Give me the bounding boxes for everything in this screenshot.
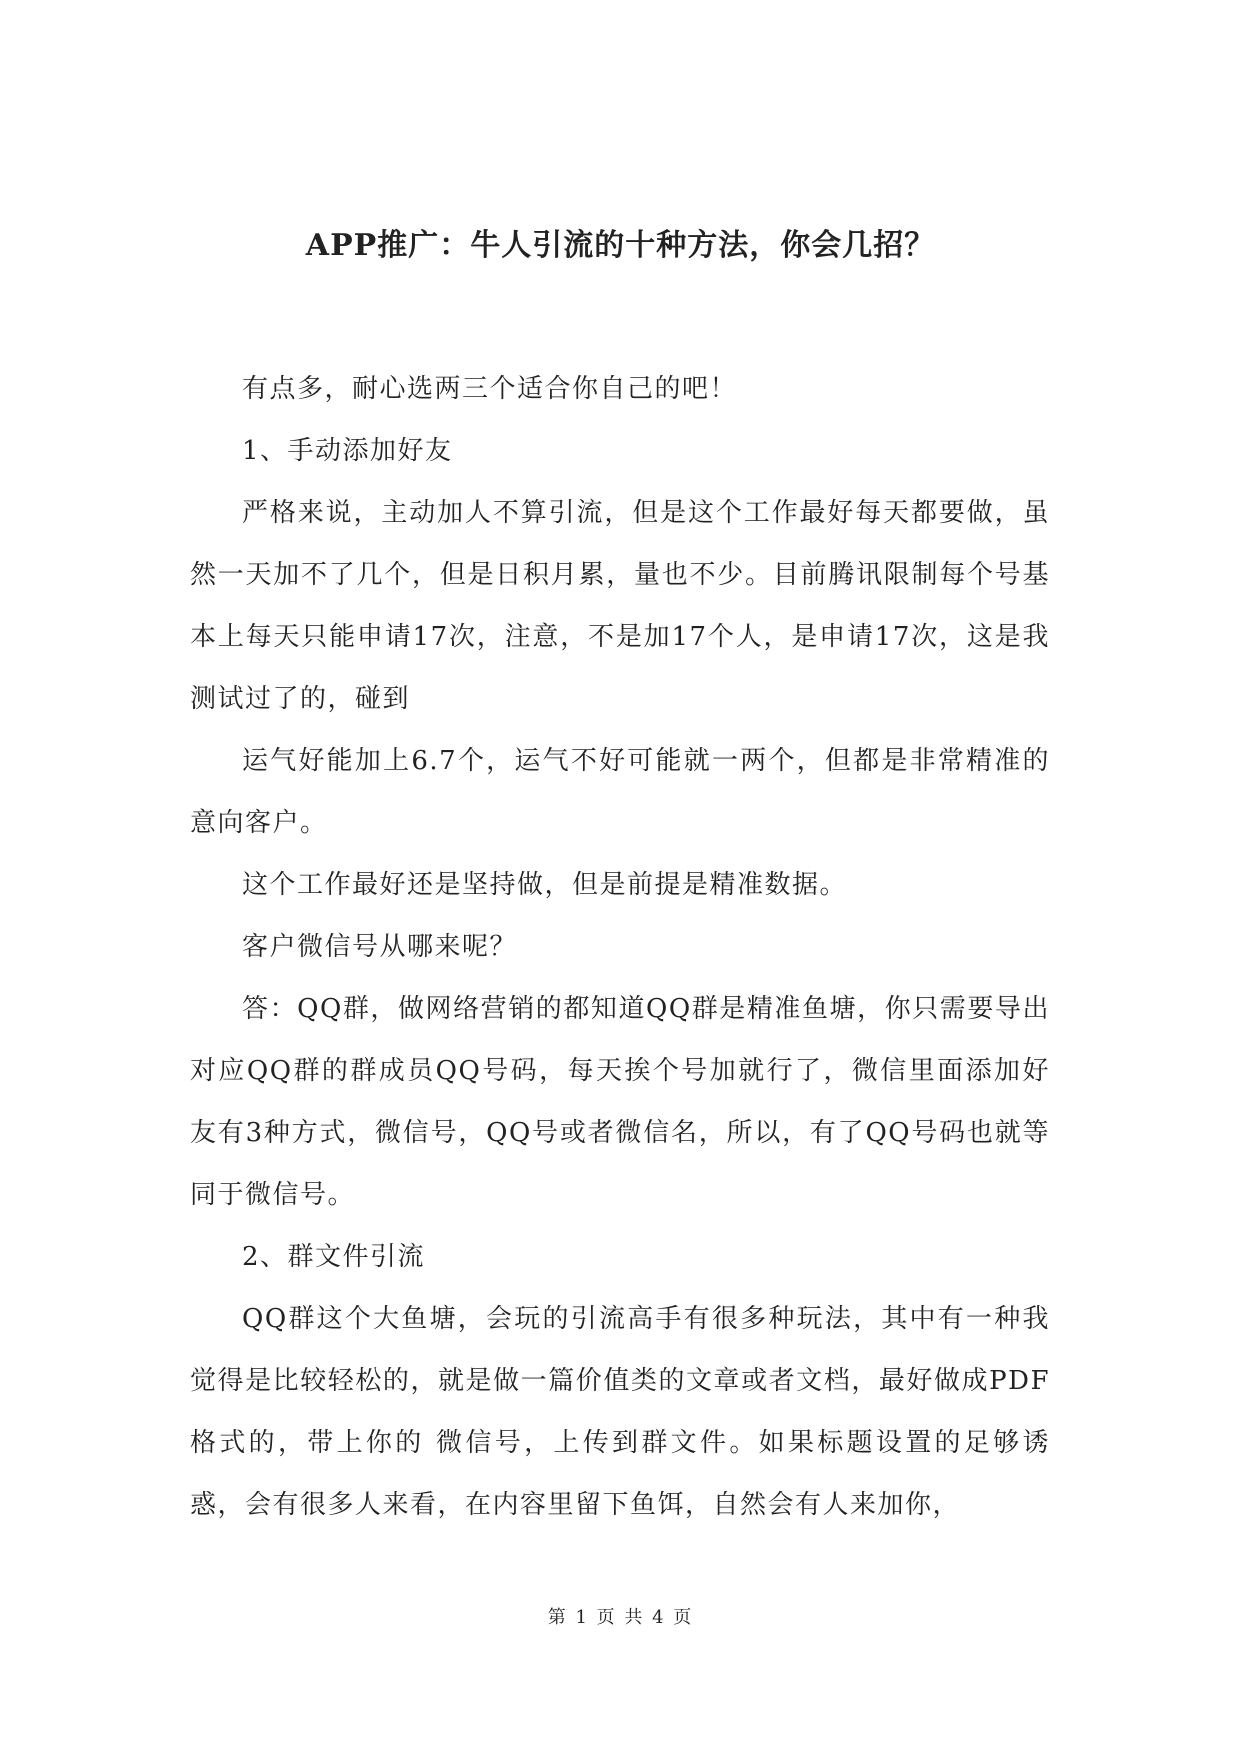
paragraph: 严格来说，主动加人不算引流，但是这个工作最好每天都要做，虽然一天加不了几个，但是日积月累，量也不少。目前腾讯限制每个号基本上每天只能申请17次，注意，不是加17个人，是申请17次，这是我测试过了的，碰到 <box>190 498 1050 714</box>
paragraph: 客户微信号从哪来呢？ <box>242 932 518 962</box>
document-title: APP推广：牛人引流的十种方法，你会几招？ <box>305 228 936 263</box>
paragraph: QQ群这个大鱼塘，会玩的引流高手有很多种玩法，其中有一种我觉得是比较轻松的，就是做一篇价值类的文章或者文档，最好做成PDF格式的，带上你的 微信号，上传到群文件。如果标题设置的足够诱惑，会有很多人来看，在内容里留下鱼饵，自然会有人来加你， <box>190 1304 1050 1520</box>
paragraph: 这个工作最好还是坚持做，但是前提是精准数据。 <box>242 870 848 900</box>
paragraph-intro: 有点多，耐心选两三个适合你自己的吧！ <box>242 374 738 404</box>
paragraph: 运气好能加上6.7个，运气不好可能就一两个，但都是非常精准的意向客户。 <box>190 746 1050 838</box>
heading-method-2: 2、群文件引流 <box>242 1242 426 1272</box>
heading-method-1: 1、手动添加好友 <box>242 436 453 466</box>
document-body <box>190 358 1050 1536</box>
page-footer: 第 1 页 共 4 页 <box>547 1607 694 1628</box>
paragraph: 答：QQ群，做网络营销的都知道QQ群是精准鱼塘，你只需要导出对应QQ群的群成员QQ号码，每天挨个号加就行了，微信里面添加好友有3种方式，微信号，QQ号或者微信名，所以，有了QQ号码也就等同于微信号。 <box>190 994 1050 1210</box>
